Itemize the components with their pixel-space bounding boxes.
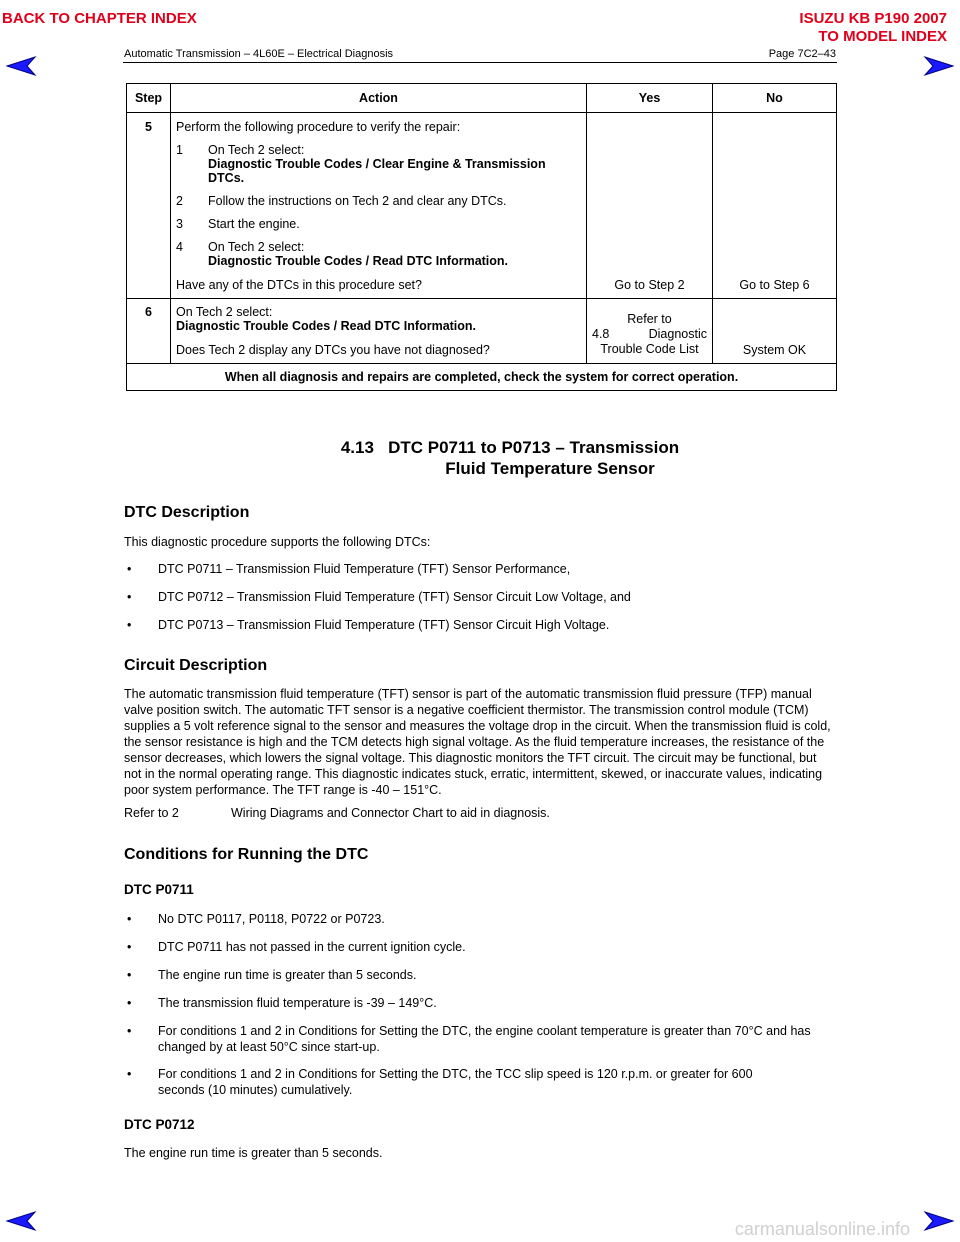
col-no-header: No (713, 84, 837, 113)
step-question: Does Tech 2 display any DTCs you have not diagnosed? (176, 343, 490, 357)
list-item: • For conditions 1 and 2 in Conditions for Setting the DTC, the TCC slip speed is 120 r.p.m. or greater for 600 seconds (10 minutes) cumulatively. (127, 1067, 753, 1097)
section-title: 4.13 DTC P0711 to P0713 – Transmission Fluid Temperature Sensor (340, 438, 680, 478)
page-number: Page 7C2–43 (768, 48, 836, 60)
dtc-p0712-heading: DTC P0712 (124, 1117, 195, 1132)
header-rule (123, 62, 837, 63)
step-action (171, 113, 587, 299)
substep: 3 Start the engine. (176, 217, 300, 231)
dtc-p0711-heading: DTC P0711 (124, 882, 194, 897)
no-action: System OK (713, 299, 837, 364)
to-model-index: TO MODEL INDEX (818, 28, 947, 45)
diagnostic-steps-table (126, 83, 837, 391)
substep: 1 On Tech 2 select: Diagnostic Trouble Codes / Clear Engine & Transmission DTCs. (176, 143, 546, 185)
circuit-description-body: The automatic transmission fluid temperature (TFT) sensor is part of the automatic transmission fluid pressure (TFP) manual valve position switch. The automatic TFT sensor is a negative coefficient thermistor. The transmission control module (TCM) supplies a 5 volt reference signal to the sensor and measures the voltage drop in the circuit. When the transmission fluid is cold, the sensor resistance is high and the TCM detects high signal voltage. As the fluid temperature increases, the resistance of the sensor decreases, which lowers the signal voltage. This diagnostic monitors the TFT circuit. The circuit may be functional, but not in the normal operating range. This diagnostic indicates stuck, erratic, intermittent, skewed, or inaccurate values, indicating poor system performance. The TFT range is -40 – 151°C. (124, 687, 831, 797)
model-index-link[interactable] (799, 10, 947, 46)
table-footer-row (127, 364, 837, 391)
list-item: • The transmission fluid temperature is -39 – 149°C. (127, 996, 437, 1010)
table-row (127, 113, 837, 299)
back-to-chapter-index-link[interactable]: BACK TO CHAPTER INDEX (2, 10, 197, 27)
next-page-arrow-icon[interactable] (921, 55, 955, 77)
step-number: 6 (127, 299, 171, 364)
list-item: • DTC P0713 – Transmission Fluid Temperature (TFT) Sensor Circuit High Voltage. (127, 618, 610, 632)
model-name: ISUZU KB P190 2007 (799, 10, 947, 27)
list-item: • For conditions 1 and 2 in Conditions for Setting the DTC, the engine coolant temperature is greater than 70°C and has changed by at least 50°C since start-up. (127, 1024, 811, 1054)
prev-page-arrow-icon[interactable] (5, 1210, 39, 1232)
dtc-p0712-condition: The engine run time is greater than 5 seconds. (124, 1146, 383, 1160)
circuit-description-heading: Circuit Description (124, 657, 268, 674)
table-row (127, 299, 837, 364)
conditions-heading: Conditions for Running the DTC (124, 846, 369, 863)
substep: 2 Follow the instructions on Tech 2 and clear any DTCs. (176, 194, 507, 208)
col-step-header: Step (127, 84, 171, 113)
substep: 4 On Tech 2 select: Diagnostic Trouble Codes / Read DTC Information. (176, 240, 509, 268)
yes-action: Go to Step 2 (587, 113, 713, 299)
dtc-description-intro: This diagnostic procedure supports the following DTCs: (124, 535, 431, 549)
yes-action: Refer to 4.8 Diagnostic Trouble Code List (587, 299, 713, 364)
table-header-row (127, 84, 837, 113)
list-item: • The engine run time is greater than 5 seconds. (127, 968, 417, 982)
wiring-diagrams-link[interactable]: Wiring Diagrams and Connector Chart to aid in diagnosis. (231, 806, 550, 820)
watermark: carmanualsonline.info (734, 1219, 910, 1239)
step-number: 5 (127, 113, 171, 299)
next-page-arrow-icon[interactable] (921, 1210, 955, 1232)
col-action-header: Action (171, 84, 587, 113)
list-item: • DTC P0711 has not passed in the current ignition cycle. (127, 940, 466, 954)
table-footer-note: When all diagnosis and repairs are completed, check the system for correct operation. (127, 364, 837, 391)
step-action: On Tech 2 select: Diagnostic Trouble Codes / Read DTC Information. Does Tech 2 display any DTCs you have not diagnosed? (171, 299, 587, 364)
prev-page-arrow-icon[interactable] (5, 55, 39, 77)
diagnostic-trouble-code-list-link[interactable]: Trouble Code List (600, 342, 699, 356)
list-item: • DTC P0711 – Transmission Fluid Temperature (TFT) Sensor Performance, (127, 562, 571, 576)
wiring-reference: Refer to 2 Wiring Diagrams and Connector Chart to aid in diagnosis. (124, 806, 550, 820)
no-action: Go to Step 6 (713, 113, 837, 299)
step-question: Have any of the DTCs in this procedure set? (176, 278, 422, 292)
list-item: • DTC P0712 – Transmission Fluid Temperature (TFT) Sensor Circuit Low Voltage, and (127, 590, 631, 604)
col-yes-header: Yes (587, 84, 713, 113)
running-header-title: Automatic Transmission – 4L60E – Electrical Diagnosis (124, 48, 394, 60)
dtc-description-heading: DTC Description (124, 504, 250, 521)
step-intro: Perform the following procedure to verify the repair: (176, 120, 461, 134)
list-item: • No DTC P0117, P0118, P0722 or P0723. (127, 912, 385, 926)
